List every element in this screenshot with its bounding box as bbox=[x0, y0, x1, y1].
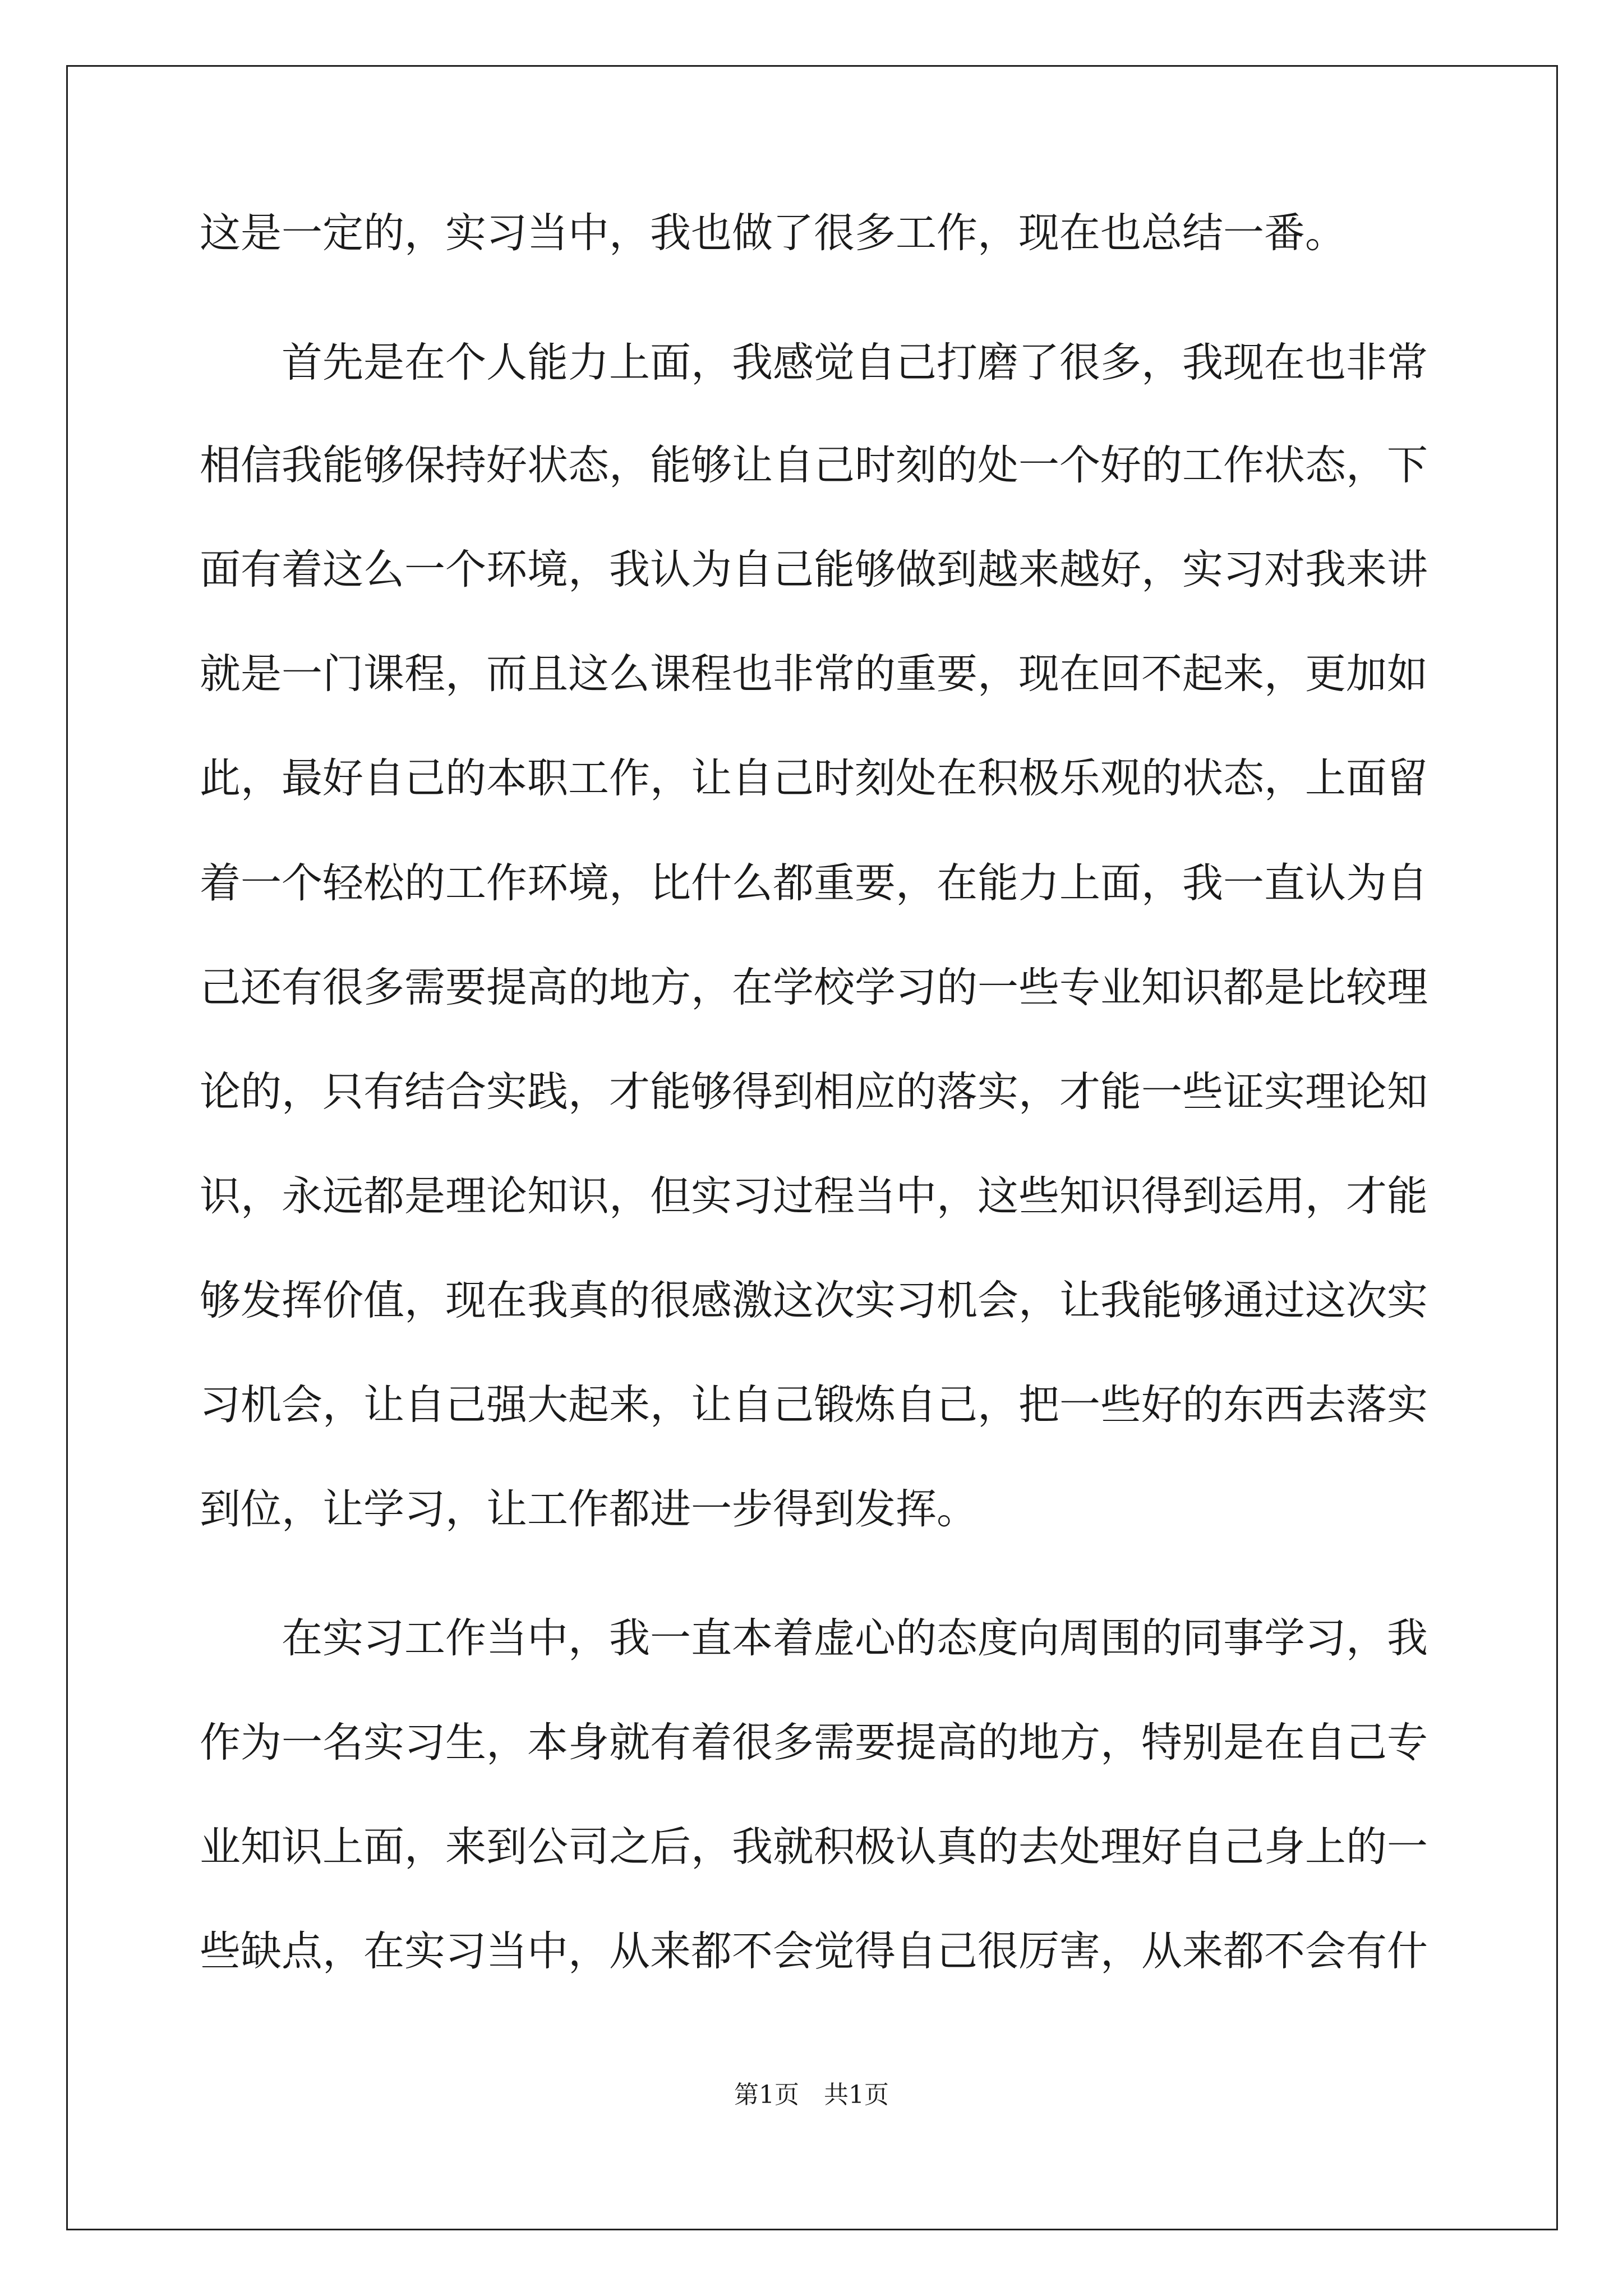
text-line: 己还有很多需要提高的地方，在学校学习的一些专业知识都是比较理 bbox=[200, 964, 1428, 1011]
text-line: 相信我能够保持好状态，能够让自己时刻的处一个好的工作状态，下 bbox=[200, 441, 1428, 489]
text-line: 论的，只有结合实践，才能够得到相应的落实，才能一些证实理论知 bbox=[200, 1068, 1428, 1116]
text-line: 首先是在个人能力上面，我感觉自己打磨了很多，我现在也非常 bbox=[200, 339, 1428, 386]
page-number-footer: 第1页 共1页 bbox=[734, 2081, 889, 2109]
text-line: 识，永远都是理论知识，但实习过程当中，这些知识得到运用，才能 bbox=[200, 1172, 1428, 1220]
text-line: 作为一名实习生，本身就有着很多需要提高的地方，特别是在自己专 bbox=[200, 1719, 1428, 1766]
text-line: 着一个轻松的工作环境，比什么都重要，在能力上面，我一直认为自 bbox=[200, 859, 1428, 907]
text-line: 到位，让学习，让工作都进一步得到发挥。 bbox=[200, 1485, 978, 1533]
text-line: 习机会，让自己强大起来，让自己锻炼自己，把一些好的东西去落实 bbox=[200, 1381, 1428, 1429]
text-line: 在实习工作当中，我一直本着虚心的态度向周围的同事学习，我 bbox=[200, 1614, 1428, 1662]
text-line: 业知识上面，来到公司之后，我就积极认真的去处理好自己身上的一 bbox=[200, 1823, 1428, 1871]
text-line: 这是一定的，实习当中，我也做了很多工作，现在也总结一番。 bbox=[200, 209, 1346, 257]
text-line: 就是一门课程，而且这么课程也非常的重要，现在回不起来，更加如 bbox=[200, 650, 1428, 698]
text-line: 够发挥价值，现在我真的很感激这次实习机会，让我能够通过这次实 bbox=[200, 1277, 1428, 1324]
text-line: 些缺点，在实习当中，从来都不会觉得自己很厉害，从来都不会有什 bbox=[200, 1927, 1428, 1975]
text-line: 面有着这么一个环境，我认为自己能够做到越来越好，实习对我来讲 bbox=[200, 546, 1428, 593]
text-line: 此，最好自己的本职工作，让自己时刻处在积极乐观的状态，上面留 bbox=[200, 754, 1428, 802]
